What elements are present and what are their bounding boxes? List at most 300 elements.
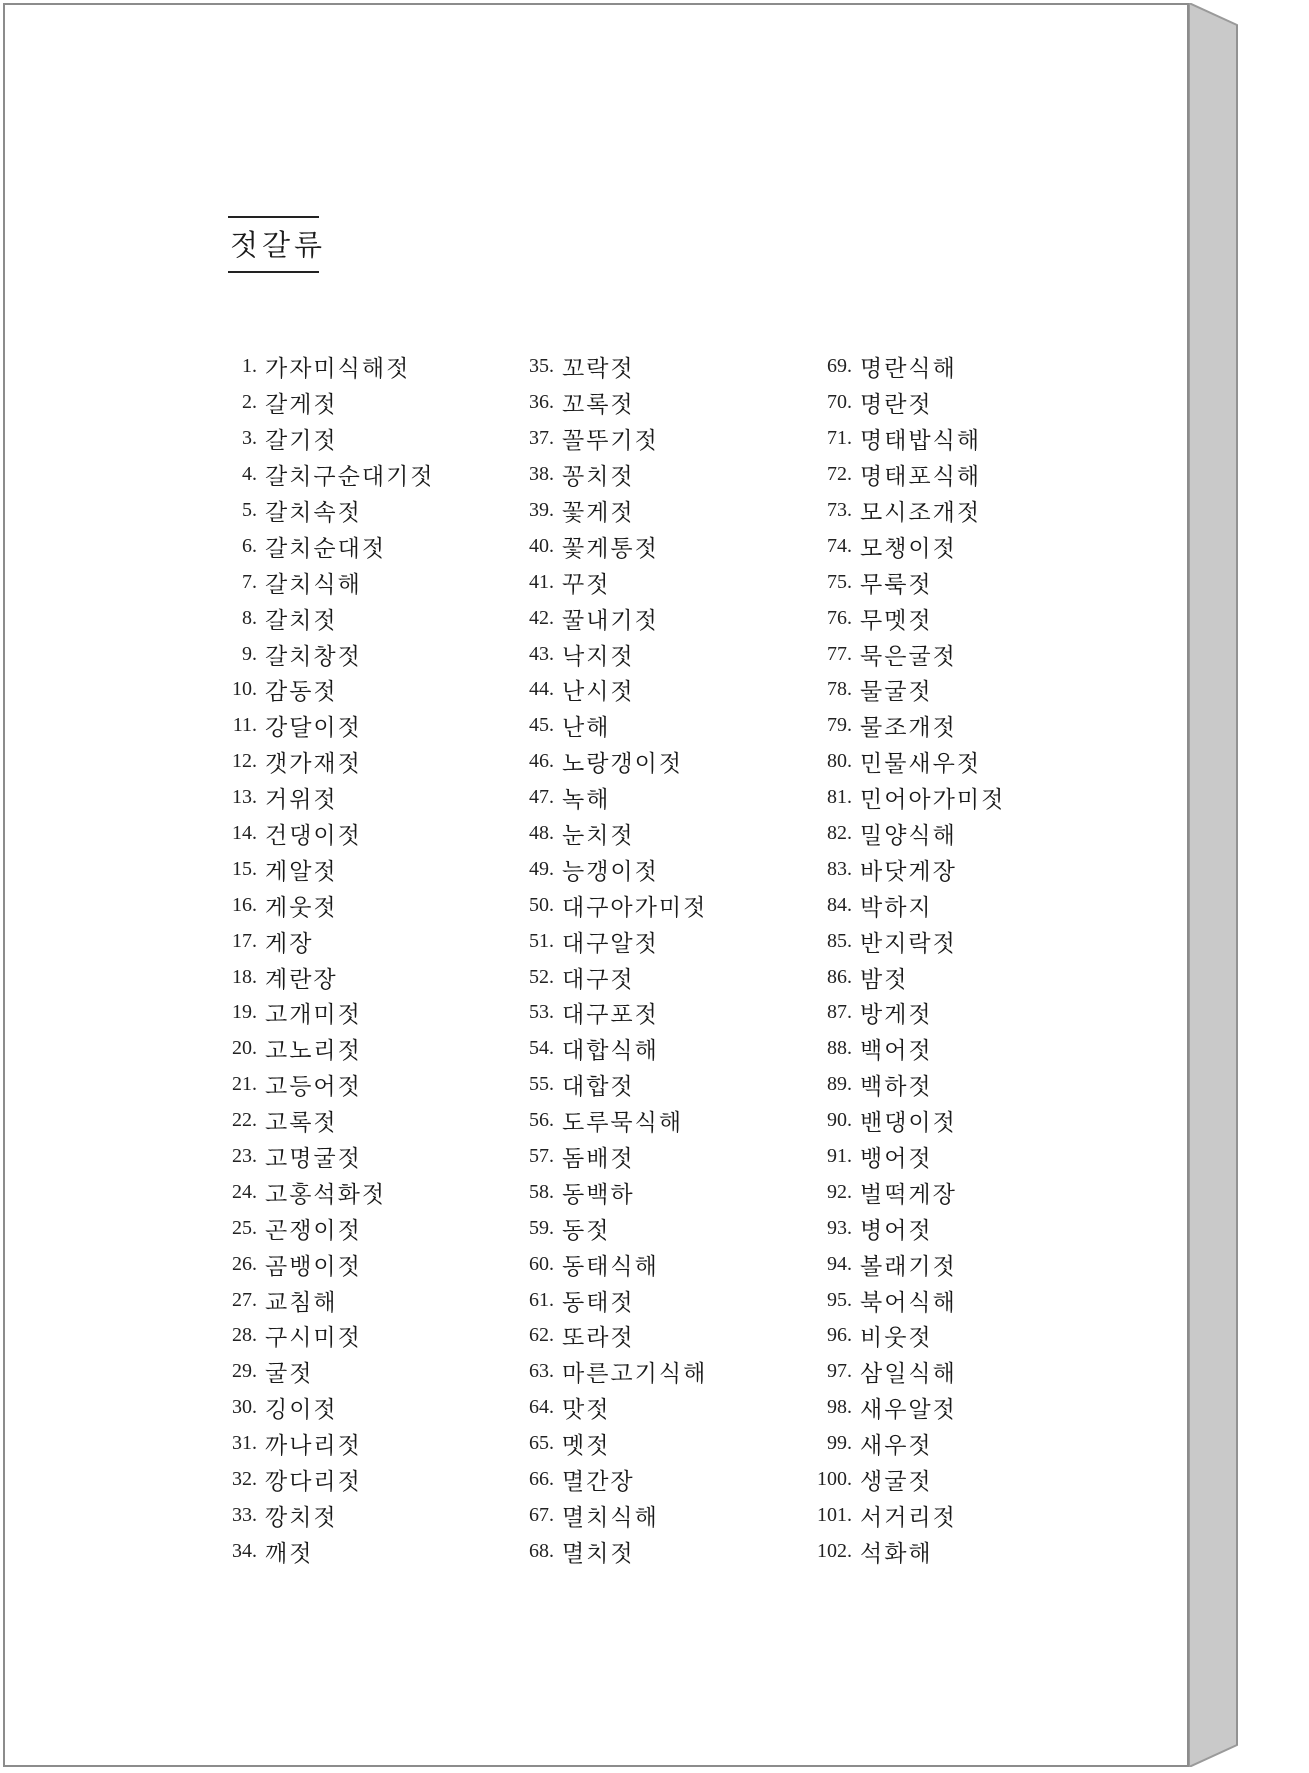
item-number: 82.	[827, 822, 852, 845]
item-number: 54.	[529, 1037, 554, 1060]
item-number: 3.	[242, 427, 257, 450]
item-label: 굴젓	[265, 1361, 314, 1388]
item-label: 명란젓	[860, 392, 933, 419]
item-number: 27.	[232, 1288, 257, 1311]
item-number: 72.	[827, 463, 852, 486]
item-number: 52.	[529, 965, 554, 988]
list-item	[223, 995, 523, 1031]
item-label: 동태식해	[562, 1253, 659, 1280]
page-title: 젓갈류	[230, 228, 327, 262]
list-item	[510, 744, 810, 780]
list-item	[510, 1246, 810, 1282]
item-label: 갈치젓	[265, 607, 338, 634]
item-number: 43.	[529, 642, 554, 665]
list-column-1	[223, 349, 523, 1569]
list-item	[510, 421, 810, 457]
item-label: 난시젓	[562, 679, 635, 706]
list-item	[802, 708, 1102, 744]
list-item	[510, 780, 810, 816]
item-number: 65.	[529, 1432, 554, 1455]
item-label: 새우젓	[860, 1433, 933, 1460]
list-item	[510, 816, 810, 852]
list-item	[802, 1031, 1102, 1067]
item-number: 78.	[827, 678, 852, 701]
list-item	[510, 493, 810, 529]
list-item	[802, 564, 1102, 600]
item-label: 뱅어젓	[860, 1146, 933, 1173]
item-label: 갯가재젓	[265, 751, 362, 778]
item-label: 새우알젓	[860, 1397, 957, 1424]
item-number: 46.	[529, 750, 554, 773]
list-item	[510, 385, 810, 421]
list-item	[802, 1318, 1102, 1354]
item-label: 갈치창젓	[265, 643, 362, 670]
item-number: 90.	[827, 1109, 852, 1132]
list-item	[802, 959, 1102, 995]
item-label: 꾸젓	[562, 571, 611, 598]
item-number: 38.	[529, 463, 554, 486]
item-label: 난해	[562, 715, 611, 742]
item-label: 모챙이젓	[860, 535, 957, 562]
item-number: 40.	[529, 534, 554, 557]
item-number: 17.	[232, 929, 257, 952]
list-item	[510, 1282, 810, 1318]
item-number: 69.	[827, 355, 852, 378]
item-number: 95.	[827, 1288, 852, 1311]
item-number: 47.	[529, 786, 554, 809]
item-label: 묵은굴젓	[860, 643, 957, 670]
item-number: 6.	[242, 534, 257, 557]
list-item	[802, 421, 1102, 457]
item-label: 노랑갱이젓	[562, 751, 684, 778]
list-item	[223, 493, 523, 529]
item-label: 고록젓	[265, 1110, 338, 1137]
item-number: 33.	[232, 1503, 257, 1526]
list-item	[802, 672, 1102, 708]
heading-rule-bottom	[228, 271, 319, 273]
item-label: 고노리젓	[265, 1038, 362, 1065]
list-item	[510, 1031, 810, 1067]
item-label: 게알젓	[265, 858, 338, 885]
list-item	[802, 493, 1102, 529]
item-label: 교침해	[265, 1289, 338, 1316]
item-label: 멸치식해	[562, 1504, 659, 1531]
list-item	[510, 600, 810, 636]
item-number: 79.	[827, 714, 852, 737]
book-page	[3, 3, 1189, 1767]
item-number: 76.	[827, 606, 852, 629]
item-number: 1.	[242, 355, 257, 378]
list-item	[510, 1139, 810, 1175]
list-item	[223, 1390, 523, 1426]
item-label: 고등어젓	[265, 1074, 362, 1101]
item-label: 꼬록젓	[562, 392, 635, 419]
list-item	[510, 1210, 810, 1246]
item-number: 87.	[827, 1001, 852, 1024]
item-label: 방게젓	[860, 1002, 933, 1029]
item-label: 볼래기젓	[860, 1253, 957, 1280]
item-number: 60.	[529, 1252, 554, 1275]
item-label: 밀양식해	[860, 823, 957, 850]
item-number: 68.	[529, 1539, 554, 1562]
item-label: 동백하	[562, 1181, 635, 1208]
list-item	[223, 887, 523, 923]
item-label: 녹해	[562, 787, 611, 814]
list-item	[223, 672, 523, 708]
item-number: 96.	[827, 1324, 852, 1347]
item-number: 4.	[242, 463, 257, 486]
item-number: 97.	[827, 1360, 852, 1383]
item-label: 갈기젓	[265, 428, 338, 455]
item-label: 대합젓	[562, 1074, 635, 1101]
list-item	[223, 851, 523, 887]
item-label: 밴댕이젓	[860, 1110, 957, 1137]
list-item	[223, 1354, 523, 1390]
item-number: 99.	[827, 1432, 852, 1455]
item-number: 34.	[232, 1539, 257, 1562]
item-number: 62.	[529, 1324, 554, 1347]
heading-rule-top	[228, 216, 319, 218]
list-item	[802, 457, 1102, 493]
list-item	[802, 385, 1102, 421]
list-item	[802, 995, 1102, 1031]
list-item	[223, 1282, 523, 1318]
item-label: 명태밥식해	[860, 428, 982, 455]
item-label: 까나리젓	[265, 1433, 362, 1460]
item-label: 모시조개젓	[860, 500, 982, 526]
item-number: 101.	[817, 1503, 852, 1526]
list-item	[510, 1426, 810, 1462]
list-item	[510, 995, 810, 1031]
item-number: 55.	[529, 1073, 554, 1096]
item-number: 85.	[827, 929, 852, 952]
item-label: 삼일식해	[860, 1361, 957, 1388]
item-label: 무멧젓	[860, 607, 933, 634]
list-item	[802, 923, 1102, 959]
item-number: 53.	[529, 1001, 554, 1024]
item-label: 구시미젓	[265, 1325, 362, 1352]
list-item	[223, 564, 523, 600]
item-number: 71.	[827, 427, 852, 450]
item-label: 감동젓	[265, 679, 338, 706]
item-number: 42.	[529, 606, 554, 629]
list-item	[802, 1390, 1102, 1426]
list-item	[510, 1354, 810, 1390]
item-label: 갈치구순대기젓	[265, 464, 435, 491]
list-item	[510, 1103, 810, 1139]
item-label: 밤젓	[860, 966, 909, 993]
item-number: 57.	[529, 1145, 554, 1168]
item-label: 동젓	[562, 1217, 611, 1244]
list-item	[223, 528, 523, 564]
item-label: 깨젓	[265, 1540, 314, 1567]
item-label: 갈게젓	[265, 392, 338, 419]
item-label: 곤쟁이젓	[265, 1217, 362, 1244]
item-number: 22.	[232, 1109, 257, 1132]
list-item	[802, 1067, 1102, 1103]
item-label: 꼴뚜기젓	[562, 428, 659, 455]
list-item	[223, 1533, 523, 1569]
item-label: 명태포식해	[860, 464, 982, 491]
item-number: 23.	[232, 1145, 257, 1168]
list-item	[802, 780, 1102, 816]
item-label: 깡다리젓	[265, 1469, 362, 1496]
item-label: 돔배젓	[562, 1146, 635, 1173]
list-item	[802, 1174, 1102, 1210]
list-item	[802, 744, 1102, 780]
list-item	[510, 1462, 810, 1498]
list-item	[510, 851, 810, 887]
book-spine-edge	[1189, 3, 1245, 1767]
item-number: 31.	[232, 1432, 257, 1455]
item-number: 58.	[529, 1180, 554, 1203]
item-label: 대구알젓	[562, 930, 659, 957]
list-item	[802, 1462, 1102, 1498]
item-label: 마른고기식해	[562, 1361, 708, 1388]
list-item	[802, 1282, 1102, 1318]
item-label: 비웃젓	[860, 1325, 933, 1352]
list-item	[223, 636, 523, 672]
list-item	[510, 1067, 810, 1103]
item-number: 30.	[232, 1396, 257, 1419]
item-number: 64.	[529, 1396, 554, 1419]
item-label: 게웃젓	[265, 894, 338, 921]
item-label: 백어젓	[860, 1038, 933, 1065]
list-item	[802, 1354, 1102, 1390]
item-label: 대구젓	[562, 966, 635, 993]
list-item	[223, 1210, 523, 1246]
list-column-3	[802, 349, 1102, 1569]
item-number: 94.	[827, 1252, 852, 1275]
list-item	[802, 528, 1102, 564]
item-number: 32.	[232, 1468, 257, 1491]
item-number: 86.	[827, 965, 852, 988]
item-number: 89.	[827, 1073, 852, 1096]
item-label: 갈치속젓	[265, 500, 362, 526]
item-label: 게장	[265, 930, 314, 957]
item-label: 꽃게젓	[562, 500, 635, 526]
item-number: 8.	[242, 606, 257, 629]
item-number: 51.	[529, 929, 554, 952]
item-label: 꼬락젓	[562, 356, 635, 383]
item-number: 67.	[529, 1503, 554, 1526]
list-item	[223, 1426, 523, 1462]
item-number: 50.	[529, 893, 554, 916]
item-number: 29.	[232, 1360, 257, 1383]
item-number: 21.	[232, 1073, 257, 1096]
item-label: 능갱이젓	[562, 858, 659, 885]
item-label: 민물새우젓	[860, 751, 982, 778]
list-item	[223, 1246, 523, 1282]
item-number: 19.	[232, 1001, 257, 1024]
item-number: 84.	[827, 893, 852, 916]
list-item	[223, 959, 523, 995]
list-item	[510, 1498, 810, 1534]
list-item	[510, 1533, 810, 1569]
list-item	[223, 744, 523, 780]
item-label: 대구아가미젓	[562, 894, 708, 921]
list-item	[510, 349, 810, 385]
item-number: 63.	[529, 1360, 554, 1383]
list-item	[223, 385, 523, 421]
list-item	[802, 1426, 1102, 1462]
item-label: 명란식해	[860, 356, 957, 383]
item-number: 26.	[232, 1252, 257, 1275]
list-item	[802, 1533, 1102, 1569]
item-label: 고명굴젓	[265, 1146, 362, 1173]
item-number: 77.	[827, 642, 852, 665]
list-item	[223, 1462, 523, 1498]
list-item	[510, 672, 810, 708]
list-item	[510, 636, 810, 672]
item-number: 36.	[529, 391, 554, 414]
list-item	[802, 1246, 1102, 1282]
item-number: 12.	[232, 750, 257, 773]
item-number: 9.	[242, 642, 257, 665]
item-label: 강달이젓	[265, 715, 362, 742]
list-item	[510, 708, 810, 744]
item-number: 24.	[232, 1180, 257, 1203]
item-label: 반지락젓	[860, 930, 957, 957]
item-label: 병어젓	[860, 1217, 933, 1244]
item-number: 74.	[827, 534, 852, 557]
list-item	[223, 457, 523, 493]
item-label: 깅이젓	[265, 1397, 338, 1424]
item-number: 2.	[242, 391, 257, 414]
item-label: 고홍석화젓	[265, 1181, 387, 1208]
item-number: 80.	[827, 750, 852, 773]
list-item	[802, 600, 1102, 636]
item-label: 무룩젓	[860, 571, 933, 598]
item-number: 73.	[827, 499, 852, 521]
item-label: 건댕이젓	[265, 823, 362, 850]
item-label: 백하젓	[860, 1074, 933, 1101]
list-item	[510, 959, 810, 995]
item-number: 59.	[529, 1216, 554, 1239]
item-number: 70.	[827, 391, 852, 414]
item-number: 15.	[232, 857, 257, 880]
item-label: 계란장	[265, 966, 338, 993]
item-number: 10.	[232, 678, 257, 701]
list-item	[510, 923, 810, 959]
item-label: 대구포젓	[562, 1002, 659, 1029]
list-item	[510, 1390, 810, 1426]
item-number: 28.	[232, 1324, 257, 1347]
list-item	[510, 887, 810, 923]
item-label: 꽃게통젓	[562, 535, 659, 562]
item-number: 92.	[827, 1180, 852, 1203]
list-item	[223, 421, 523, 457]
item-label: 곰뱅이젓	[265, 1253, 362, 1280]
list-item	[223, 349, 523, 385]
item-number: 7.	[242, 570, 257, 593]
item-number: 16.	[232, 893, 257, 916]
item-label: 거위젓	[265, 787, 338, 814]
item-label: 갈치식해	[265, 571, 362, 598]
book-edge-shape	[1189, 3, 1245, 1767]
item-number: 88.	[827, 1037, 852, 1060]
list-item	[802, 349, 1102, 385]
list-item	[802, 1210, 1102, 1246]
item-label: 멧젓	[562, 1433, 611, 1460]
item-label: 눈치젓	[562, 823, 635, 850]
item-number: 49.	[529, 857, 554, 880]
item-number: 45.	[529, 714, 554, 737]
list-item	[223, 923, 523, 959]
list-item	[510, 528, 810, 564]
list-item	[802, 851, 1102, 887]
item-label: 북어식해	[860, 1289, 957, 1316]
list-item	[223, 600, 523, 636]
list-item	[802, 887, 1102, 923]
item-number: 35.	[529, 355, 554, 378]
item-label: 맛젓	[562, 1397, 611, 1424]
item-label: 동태젓	[562, 1289, 635, 1316]
list-item	[510, 564, 810, 600]
item-number: 41.	[529, 570, 554, 593]
item-number: 91.	[827, 1145, 852, 1168]
list-item	[802, 1498, 1102, 1534]
list-column-2	[510, 349, 810, 1569]
list-item	[223, 816, 523, 852]
list-item	[223, 1174, 523, 1210]
list-item	[223, 1498, 523, 1534]
list-item	[802, 1103, 1102, 1139]
list-item	[223, 1318, 523, 1354]
list-item	[802, 636, 1102, 672]
item-label: 물조개젓	[860, 715, 957, 742]
item-label: 벌떡게장	[860, 1181, 957, 1208]
list-item	[223, 708, 523, 744]
item-number: 83.	[827, 857, 852, 880]
item-label: 낙지젓	[562, 643, 635, 670]
list-item	[223, 1031, 523, 1067]
list-item	[223, 1067, 523, 1103]
item-number: 48.	[529, 822, 554, 845]
item-number: 81.	[827, 786, 852, 809]
item-label: 대합식해	[562, 1038, 659, 1065]
item-label: 멸간장	[562, 1469, 635, 1496]
item-number: 13.	[232, 786, 257, 809]
item-label: 고개미젓	[265, 1002, 362, 1029]
item-label: 민어아가미젓	[860, 787, 1006, 814]
item-label: 서거리젓	[860, 1504, 957, 1531]
item-number: 61.	[529, 1288, 554, 1311]
item-number: 18.	[232, 965, 257, 988]
item-number: 93.	[827, 1216, 852, 1239]
list-item	[510, 1174, 810, 1210]
item-label: 꿀내기젓	[562, 607, 659, 634]
item-label: 물굴젓	[860, 679, 933, 706]
item-number: 102.	[817, 1539, 852, 1562]
list-item	[802, 816, 1102, 852]
item-number: 20.	[232, 1037, 257, 1060]
item-number: 44.	[529, 678, 554, 701]
list-item	[223, 1103, 523, 1139]
item-number: 56.	[529, 1109, 554, 1132]
item-label: 바닷게장	[860, 858, 957, 885]
item-label: 도루묵식해	[562, 1110, 684, 1137]
item-label: 박하지	[860, 894, 933, 921]
list-item	[223, 780, 523, 816]
item-label: 꽁치젓	[562, 464, 635, 491]
item-label: 생굴젓	[860, 1469, 933, 1496]
item-label: 석화해	[860, 1540, 933, 1567]
list-item	[510, 457, 810, 493]
list-item	[802, 1139, 1102, 1175]
item-number: 98.	[827, 1396, 852, 1419]
item-number: 5.	[242, 499, 257, 521]
